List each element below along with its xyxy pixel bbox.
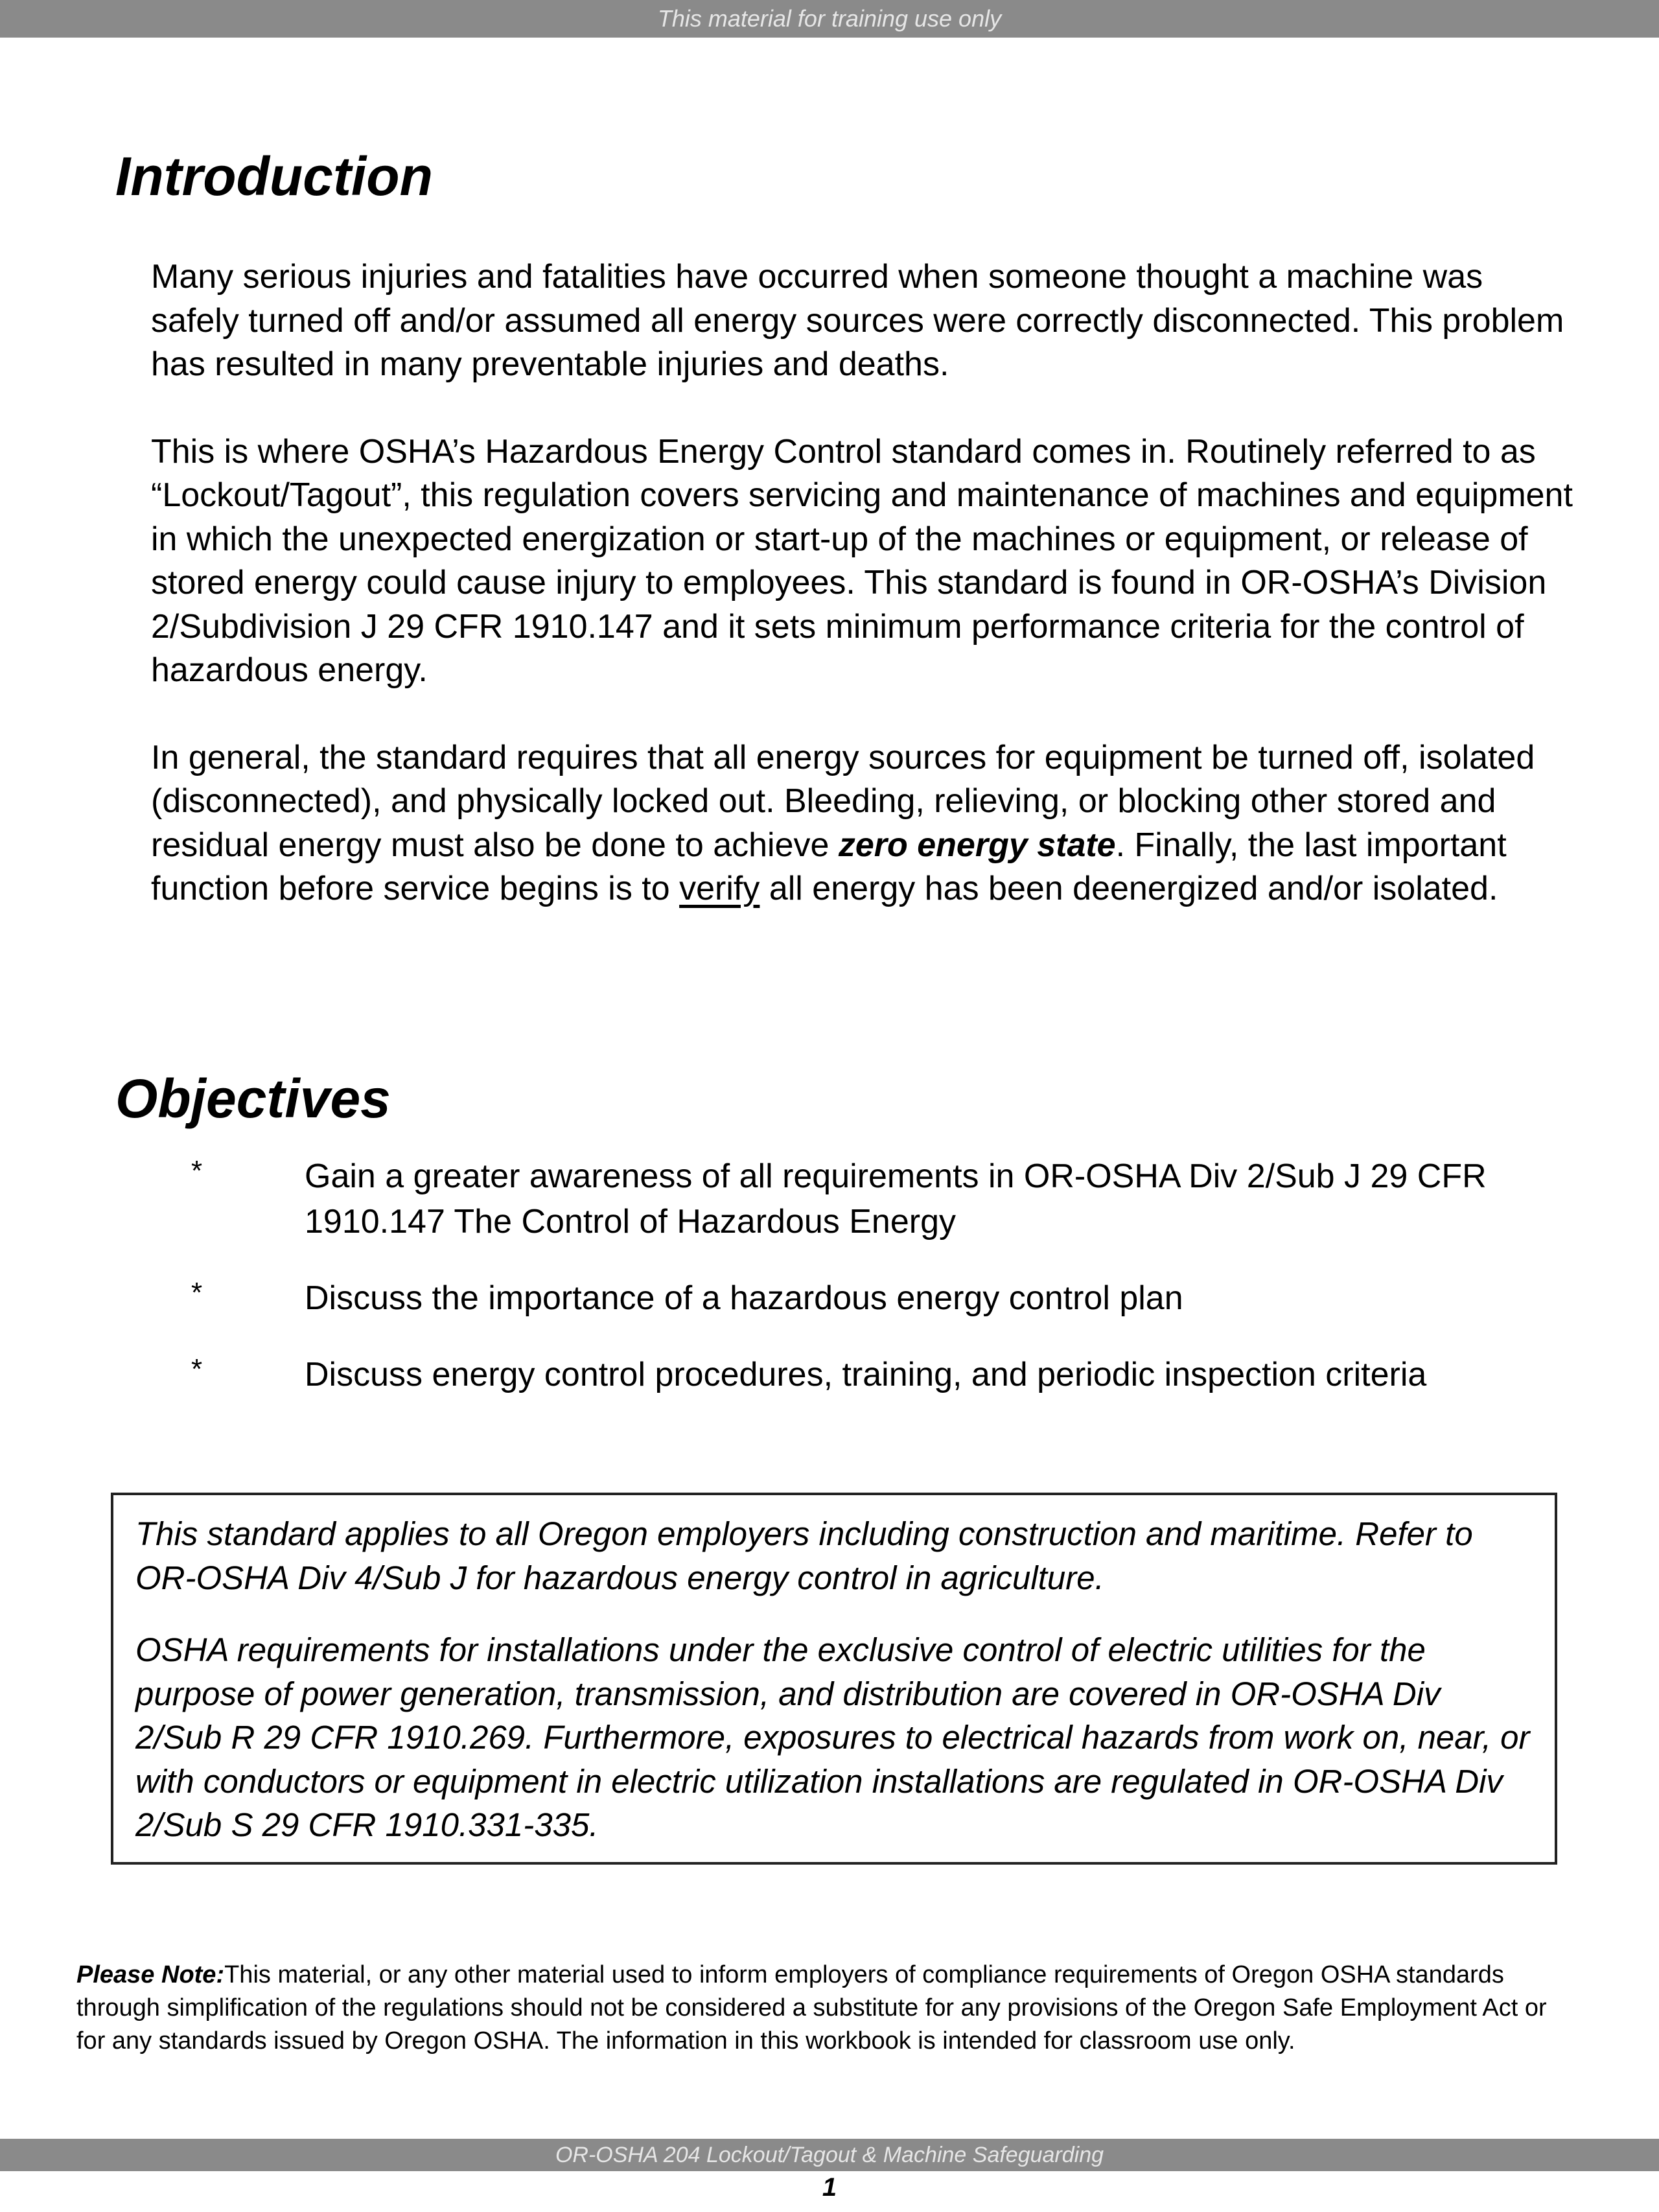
disclaimer (76, 1959, 1567, 2058)
objective-text: Gain a greater awareness of all requirements in OR-OSHA Div 2/Sub J 29 CFR 1910.147 The Control of Hazardous Energy (305, 1158, 1487, 1240)
bullet-asterisk: * (191, 1277, 203, 1309)
scope-note-box (111, 1493, 1557, 1865)
header-banner: This material for training use only (0, 0, 1659, 38)
disclaimer-label: Please Note: (76, 1961, 225, 1988)
intro-paragraph-3-part-c: all energy has been deenergized and/or isolated. (760, 870, 1498, 907)
verify-emphasis: verify (679, 870, 760, 907)
intro-paragraph-3 (151, 736, 1577, 911)
footer-banner: OR-OSHA 204 Lockout/Tagout & Machine Safeguarding (0, 2139, 1659, 2171)
objective-text: Discuss energy control procedures, training, and periodic inspection criteria (305, 1356, 1427, 1393)
objective-text: Discuss the importance of a hazardous energy control plan (305, 1279, 1183, 1317)
zero-energy-state-emphasis: zero energy state (838, 826, 1116, 864)
bullet-asterisk: * (191, 1353, 203, 1385)
page-number: 1 (822, 2173, 837, 2202)
intro-paragraph-3-part-a: In general, the standard requires that all energy sources for equipment be turned off, isolated (disconnected), and physically locked out. Bleeding, relieving, or blocking other stored and residual energy must also be done to achieve (151, 738, 1535, 864)
intro-paragraph-3-part-b: . Finally, the last important function before service begins is to (151, 826, 1507, 907)
scope-paragraph-2: OSHA requirements for installations under the exclusive control of electric utilities for the purpose of power generation, transmission, and distribution are covered in OR-OSHA Div 2/Sub R 29 CFR 1910.269. Furthermore, exposures to electrical hazards from work on, near, or with conductors or equipment in electric utilization installations are regulated in OR-OSHA Div 2/Sub S 29 CFR 1910.331-335. (135, 1631, 1530, 1843)
introduction-heading: Introduction (115, 146, 433, 207)
scope-paragraph-1: This standard applies to all Oregon employers including construction and maritime. Refer to OR-OSHA Div 4/Sub J for hazardous energy control in agriculture. (135, 1515, 1473, 1596)
objectives-heading: Objectives (115, 1068, 391, 1129)
introduction-body (151, 255, 1577, 911)
objective-item (191, 1154, 1584, 1244)
bullet-asterisk: * (191, 1155, 203, 1187)
intro-paragraph-1: Many serious injuries and fatalities have occurred when someone thought a machine was safely turned off and/or assumed all energy sources were correctly disconnected. This problem has resulted in many preventable injuries and deaths. (151, 258, 1564, 383)
objectives-list (191, 1154, 1584, 1428)
intro-paragraph-2: This is where OSHA’s Hazardous Energy Control standard comes in. Routinely referred to as “Lockout/Tagout”, this regulation covers servicing and maintenance of machines and equipment in which the unexpected energization or start-up of the machines or equipment, or release of stored energy could cause injury to employees. This standard is found in OR-OSHA’s Division 2/Subdivision J 29 CFR 1910.147 and it sets minimum performance criteria for the control of hazardous energy. (151, 432, 1573, 689)
objective-item (191, 1275, 1584, 1321)
disclaimer-text: This material, or any other material used to inform employers of compliance requirements of Oregon OSHA standards through simplification of the regulations should not be considered a substitute for any provisions of the Oregon Safe Employment Act or for any standards issued by Oregon OSHA. The information in this workbook is intended for classroom use only. (76, 1961, 1547, 2055)
objective-item (191, 1352, 1584, 1397)
